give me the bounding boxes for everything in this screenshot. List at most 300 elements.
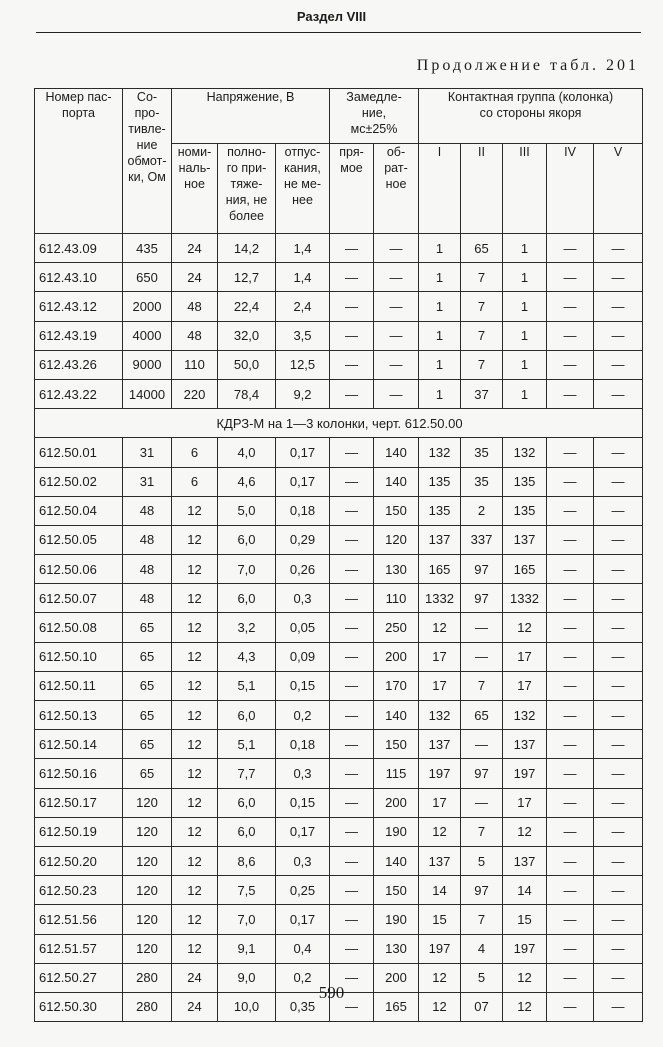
table-cell: — (330, 788, 374, 817)
table-cell: — (594, 234, 643, 263)
table-cell: 250 (374, 613, 419, 642)
table-cell: — (547, 934, 594, 963)
table-row (35, 438, 643, 467)
table-cell: 120 (123, 934, 172, 963)
table-cell: — (374, 321, 419, 350)
table-cell: 50,0 (218, 350, 276, 379)
table-cell: 135 (419, 496, 461, 525)
table-cell: 14 (419, 876, 461, 905)
table-cell: — (547, 846, 594, 875)
table-cell: 17 (419, 642, 461, 671)
table-cell: 137 (419, 846, 461, 875)
table-row (35, 817, 643, 846)
table-cell: 65 (123, 701, 172, 730)
table-cell: — (330, 555, 374, 584)
table-cell: — (330, 467, 374, 496)
table-cell: 12 (503, 817, 547, 846)
table-cell: — (547, 876, 594, 905)
table-cell: 48 (123, 525, 172, 554)
table-cell: — (330, 350, 374, 379)
table-cell: 150 (374, 876, 419, 905)
table-cell: — (330, 438, 374, 467)
table-cell: 9,2 (276, 379, 330, 408)
table-cell: 1,4 (276, 234, 330, 263)
table-cell: — (594, 263, 643, 292)
table-cell: 0,25 (276, 876, 330, 905)
table-cell: — (594, 496, 643, 525)
passport-number-cell: 612.43.22 (35, 379, 123, 408)
passport-number-cell: 612.50.08 (35, 613, 123, 642)
table-cell: 7 (461, 263, 503, 292)
table-cell: — (594, 905, 643, 934)
section-title: Раздел VIII (296, 9, 367, 24)
table-cell: 1332 (419, 584, 461, 613)
table-row (35, 525, 643, 554)
passport-number-cell: 612.43.26 (35, 350, 123, 379)
table-cell: — (547, 613, 594, 642)
table-cell: 120 (123, 846, 172, 875)
table-cell: 0,09 (276, 642, 330, 671)
table-cell: 165 (503, 555, 547, 584)
table-cell: 7 (461, 321, 503, 350)
table-cell: 132 (419, 701, 461, 730)
table-cell: 165 (374, 992, 419, 1021)
table-cell: 17 (419, 788, 461, 817)
table-cell: 7 (461, 350, 503, 379)
table-cell: 5,0 (218, 496, 276, 525)
table-cell: 197 (503, 759, 547, 788)
table-cell: 17 (503, 671, 547, 700)
table-caption: Продолжение табл. 201 (416, 57, 639, 74)
table-cell: — (594, 584, 643, 613)
voltage-header: Напряжение, В (172, 89, 330, 144)
table-cell: 110 (172, 350, 218, 379)
table-cell: — (330, 671, 374, 700)
table-cell: 12,7 (218, 263, 276, 292)
table-cell: 97 (461, 876, 503, 905)
table-cell: 1 (419, 263, 461, 292)
table-cell: — (374, 292, 419, 321)
table-cell: 48 (123, 555, 172, 584)
table-cell: 7 (461, 671, 503, 700)
table-cell: 120 (374, 525, 419, 554)
table-cell: — (461, 642, 503, 671)
table-cell: 165 (419, 555, 461, 584)
table-row (35, 701, 643, 730)
table-cell: 140 (374, 438, 419, 467)
table-cell: — (330, 379, 374, 408)
table-cell: 140 (374, 701, 419, 730)
passport-number-cell: 612.43.19 (35, 321, 123, 350)
table-cell: 337 (461, 525, 503, 554)
table-cell: — (547, 350, 594, 379)
table-cell: 24 (172, 992, 218, 1021)
table-cell: 1 (419, 234, 461, 263)
table-cell: — (330, 321, 374, 350)
table-cell: 1 (503, 292, 547, 321)
table-cell: 197 (503, 934, 547, 963)
table-cell: 12 (419, 613, 461, 642)
table-cell: — (330, 730, 374, 759)
table-row (35, 234, 643, 263)
table-cell: 110 (374, 584, 419, 613)
table-cell: 12 (172, 730, 218, 759)
table-cell: — (594, 701, 643, 730)
table-row (35, 350, 643, 379)
table-cell: 6,0 (218, 701, 276, 730)
reverse-header: об- рат- ное (374, 144, 419, 234)
table-cell: 0,05 (276, 613, 330, 642)
table-row (35, 496, 643, 525)
table-cell: — (461, 788, 503, 817)
table-cell: 137 (503, 846, 547, 875)
table-cell: 190 (374, 817, 419, 846)
table-row (35, 934, 643, 963)
table-cell: 12 (503, 613, 547, 642)
table-cell: 6,0 (218, 525, 276, 554)
table-cell: 78,4 (218, 379, 276, 408)
table-cell: — (330, 876, 374, 905)
table-body (35, 234, 643, 1022)
table-cell: 37 (461, 379, 503, 408)
table-cell: 12 (172, 846, 218, 875)
table-cell: 12 (172, 584, 218, 613)
subheading-row (35, 409, 643, 438)
passport-number-cell: 612.50.05 (35, 525, 123, 554)
table-cell: 8,6 (218, 846, 276, 875)
table-cell: 6 (172, 467, 218, 496)
table-row (35, 379, 643, 408)
table-cell: — (547, 321, 594, 350)
table-cell: 1 (503, 234, 547, 263)
passport-number-cell: 612.50.16 (35, 759, 123, 788)
table-cell: 24 (172, 263, 218, 292)
table-cell: 7,0 (218, 555, 276, 584)
table-cell: 7 (461, 817, 503, 846)
table-cell: 3,2 (218, 613, 276, 642)
table-cell: 1 (503, 321, 547, 350)
table-cell: 2,4 (276, 292, 330, 321)
column-3-header: III (503, 144, 547, 234)
table-cell: 7 (461, 292, 503, 321)
table-cell: 0,4 (276, 934, 330, 963)
table-cell: 1332 (503, 584, 547, 613)
table-cell: — (594, 788, 643, 817)
table-cell: 48 (172, 292, 218, 321)
table-cell: 150 (374, 730, 419, 759)
table-cell: — (547, 642, 594, 671)
table-cell: 190 (374, 905, 419, 934)
table-cell: 6,0 (218, 817, 276, 846)
table-row (35, 263, 643, 292)
table-cell: 280 (123, 963, 172, 992)
table-cell: — (547, 701, 594, 730)
table-cell: 140 (374, 467, 419, 496)
table-row (35, 905, 643, 934)
table-row (35, 846, 643, 875)
table-cell: 9000 (123, 350, 172, 379)
table-cell: 1 (419, 292, 461, 321)
table-cell: 137 (419, 525, 461, 554)
table-cell: — (330, 934, 374, 963)
table-cell: 0,17 (276, 905, 330, 934)
table-cell: 9,1 (218, 934, 276, 963)
table-cell: 120 (123, 817, 172, 846)
table-row (35, 584, 643, 613)
table-cell: — (547, 963, 594, 992)
table-cell: 65 (123, 642, 172, 671)
table-cell: 6,0 (218, 788, 276, 817)
table-cell: — (547, 555, 594, 584)
table-cell: 200 (374, 963, 419, 992)
table-cell: 65 (123, 730, 172, 759)
table-cell: 31 (123, 467, 172, 496)
subheading: КДРЗ-М на 1—3 колонки, черт. 612.50.00 (35, 409, 643, 438)
table-row (35, 759, 643, 788)
table-cell: 130 (374, 555, 419, 584)
table-cell: 5 (461, 963, 503, 992)
table-cell: 24 (172, 234, 218, 263)
column-2-header: II (461, 144, 503, 234)
table-cell: 1 (503, 379, 547, 408)
table-cell: 435 (123, 234, 172, 263)
table-cell: — (594, 350, 643, 379)
table-cell: 12 (419, 992, 461, 1021)
table-cell: — (330, 525, 374, 554)
table-cell: 14,2 (218, 234, 276, 263)
table-cell: 650 (123, 263, 172, 292)
table-cell: 1 (419, 350, 461, 379)
table-row (35, 876, 643, 905)
table-cell: — (330, 642, 374, 671)
table-cell: — (547, 817, 594, 846)
table-cell: — (594, 671, 643, 700)
passport-number-cell: 612.50.14 (35, 730, 123, 759)
table-cell: 132 (503, 438, 547, 467)
table-cell: 1 (419, 321, 461, 350)
passport-number-cell: 612.50.10 (35, 642, 123, 671)
passport-number-cell: 612.43.09 (35, 234, 123, 263)
table-cell: 3,5 (276, 321, 330, 350)
table-cell: 12 (172, 905, 218, 934)
table-cell: — (547, 263, 594, 292)
table-cell: 115 (374, 759, 419, 788)
table-cell: — (330, 817, 374, 846)
table-cell: — (374, 350, 419, 379)
passport-number-cell: 612.50.13 (35, 701, 123, 730)
passport-number-cell: 612.50.23 (35, 876, 123, 905)
table-cell: 97 (461, 555, 503, 584)
table-cell: 22,4 (218, 292, 276, 321)
table-cell: 5 (461, 846, 503, 875)
table-cell: — (547, 467, 594, 496)
table-cell: 0,15 (276, 788, 330, 817)
table-cell: 0,17 (276, 467, 330, 496)
table-cell: 0,15 (276, 671, 330, 700)
passport-header: Номер пас- порта (35, 89, 123, 234)
passport-number-cell: 612.50.30 (35, 992, 123, 1021)
table-cell: — (330, 759, 374, 788)
table-cell: 0,17 (276, 438, 330, 467)
table-cell: — (374, 234, 419, 263)
release-header: отпус- кания, не ме- нее (276, 144, 330, 234)
table-cell: — (594, 613, 643, 642)
column-1-header: I (419, 144, 461, 234)
table-cell: 15 (503, 905, 547, 934)
direct-header: пря- мое (330, 144, 374, 234)
table-cell: 65 (123, 759, 172, 788)
table-row (35, 321, 643, 350)
table-row (35, 642, 643, 671)
table-cell: 7,0 (218, 905, 276, 934)
table-cell: 0,3 (276, 759, 330, 788)
table-cell: 132 (419, 438, 461, 467)
table-cell: — (594, 759, 643, 788)
table-row (35, 730, 643, 759)
table-cell: 135 (419, 467, 461, 496)
column-5-header: V (594, 144, 643, 234)
table-cell: 97 (461, 584, 503, 613)
table-cell: 14000 (123, 379, 172, 408)
table-cell: — (594, 555, 643, 584)
table-cell: 220 (172, 379, 218, 408)
table-cell: 0,26 (276, 555, 330, 584)
passport-number-cell: 612.50.27 (35, 963, 123, 992)
passport-number-cell: 612.43.10 (35, 263, 123, 292)
table-cell: 1 (503, 263, 547, 292)
table-cell: 6,0 (218, 584, 276, 613)
table-cell: 48 (123, 496, 172, 525)
table-cell: 4000 (123, 321, 172, 350)
table-cell: 4,6 (218, 467, 276, 496)
table-cell: — (594, 292, 643, 321)
table-cell: 1 (419, 379, 461, 408)
table-cell: 17 (503, 642, 547, 671)
table-cell: 4,0 (218, 438, 276, 467)
relay-table (34, 88, 643, 1022)
table-cell: 120 (123, 788, 172, 817)
table-cell: 5,1 (218, 671, 276, 700)
table-cell: — (330, 613, 374, 642)
table-cell: 35 (461, 438, 503, 467)
table-cell: 135 (503, 467, 547, 496)
table-cell: 12 (172, 496, 218, 525)
table-cell: 12 (503, 963, 547, 992)
table-cell: — (330, 263, 374, 292)
passport-number-cell: 612.50.06 (35, 555, 123, 584)
table-cell: 200 (374, 642, 419, 671)
table-cell: 65 (123, 613, 172, 642)
table-cell: 120 (123, 905, 172, 934)
passport-number-cell: 612.50.17 (35, 788, 123, 817)
table-row (35, 613, 643, 642)
table-cell: 2000 (123, 292, 172, 321)
table-cell: 6 (172, 438, 218, 467)
table-cell: 32,0 (218, 321, 276, 350)
table-cell: 12 (172, 671, 218, 700)
table-cell: 0,3 (276, 846, 330, 875)
table-cell: — (547, 584, 594, 613)
table-cell: 07 (461, 992, 503, 1021)
passport-number-cell: 612.50.20 (35, 846, 123, 875)
table-cell: 120 (123, 876, 172, 905)
table-cell: — (547, 292, 594, 321)
table-cell: — (547, 379, 594, 408)
passport-number-cell: 612.50.04 (35, 496, 123, 525)
table-cell: — (330, 701, 374, 730)
table-cell: — (594, 379, 643, 408)
table-cell: 140 (374, 846, 419, 875)
passport-number-cell: 612.50.11 (35, 671, 123, 700)
table-cell: — (374, 379, 419, 408)
table-cell: 197 (419, 759, 461, 788)
table-cell: — (547, 234, 594, 263)
table-cell: 130 (374, 934, 419, 963)
table-cell: 48 (172, 321, 218, 350)
table-cell: — (330, 496, 374, 525)
table-cell: 97 (461, 759, 503, 788)
table-cell: — (461, 730, 503, 759)
header-divider (36, 32, 641, 33)
table-cell: — (547, 905, 594, 934)
nominal-header: номи- наль- ное (172, 144, 218, 234)
table-cell: 65 (461, 701, 503, 730)
table-cell: 0,18 (276, 496, 330, 525)
passport-number-cell: 612.51.57 (35, 934, 123, 963)
table-row (35, 671, 643, 700)
table-row (35, 555, 643, 584)
table-cell: — (594, 846, 643, 875)
table-cell: 170 (374, 671, 419, 700)
table-row (35, 788, 643, 817)
table-cell: 137 (503, 525, 547, 554)
table-cell: — (594, 934, 643, 963)
table-cell: — (330, 992, 374, 1021)
table-cell: 280 (123, 992, 172, 1021)
table-cell: 12 (172, 555, 218, 584)
table-cell: 200 (374, 788, 419, 817)
table-cell: 17 (503, 788, 547, 817)
contact-group-header: Контактная группа (колонка) со стороны якоря (419, 89, 643, 144)
table-cell: 0,2 (276, 963, 330, 992)
table-cell: — (330, 905, 374, 934)
table-cell: 2 (461, 496, 503, 525)
passport-number-cell: 612.50.02 (35, 467, 123, 496)
table-cell: 197 (419, 934, 461, 963)
table-cell: 0,35 (276, 992, 330, 1021)
table-cell: 0,29 (276, 525, 330, 554)
table-cell: — (594, 817, 643, 846)
delay-header: Замедле- ние, мс±25% (330, 89, 419, 144)
table-cell: — (594, 963, 643, 992)
passport-number-cell: 612.50.07 (35, 584, 123, 613)
table-cell: 0,2 (276, 701, 330, 730)
table-cell: — (594, 467, 643, 496)
table-cell: — (594, 438, 643, 467)
table-cell: — (547, 759, 594, 788)
table-cell: — (374, 263, 419, 292)
table-cell: 7 (461, 905, 503, 934)
table-cell: — (547, 992, 594, 1021)
table-cell: 12 (172, 701, 218, 730)
table-cell: 14 (503, 876, 547, 905)
table-cell: 1 (503, 350, 547, 379)
table-cell: 12 (172, 613, 218, 642)
table-cell: 137 (503, 730, 547, 759)
table-cell: 5,1 (218, 730, 276, 759)
table-cell: — (594, 992, 643, 1021)
table-cell: 17 (419, 671, 461, 700)
